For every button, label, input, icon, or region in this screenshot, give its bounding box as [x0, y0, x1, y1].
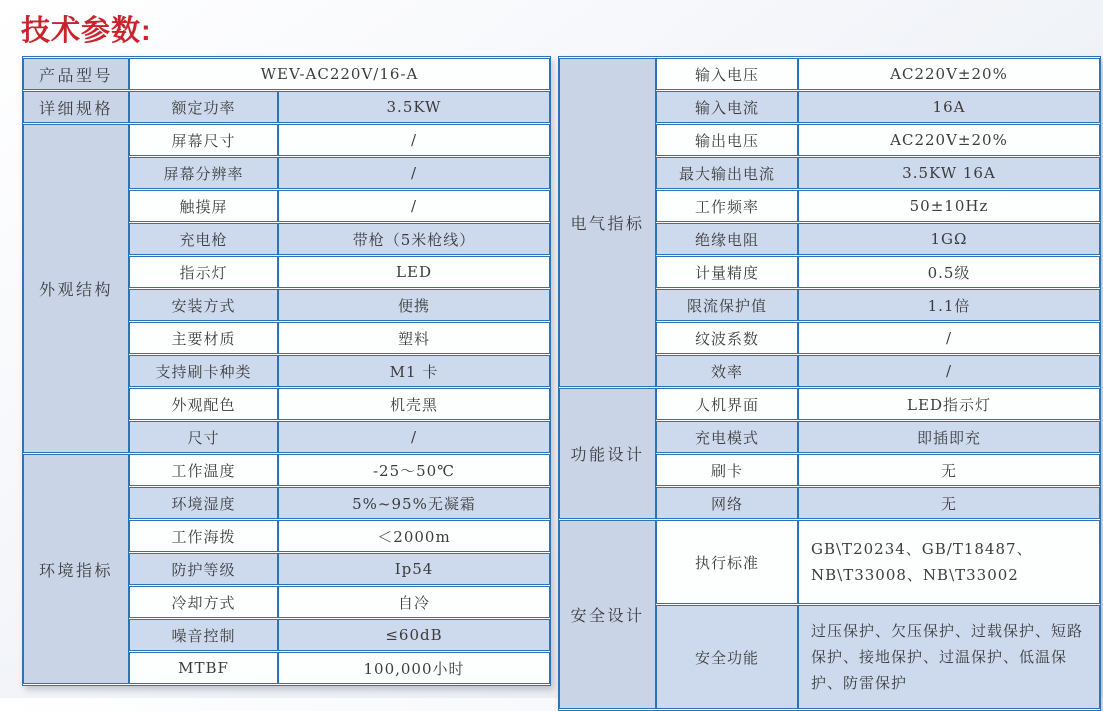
- spec-label-cell: 工作海拨: [129, 520, 278, 552]
- spec-table-right: [558, 56, 1101, 711]
- table-row: [559, 388, 1100, 420]
- spec-label-cell: 限流保护值: [656, 289, 798, 321]
- spec-value-cell: /: [798, 322, 1100, 354]
- spec-value-cell: /: [798, 355, 1100, 387]
- spec-label-cell: 屏幕分辨率: [129, 157, 278, 189]
- spec-label-cell: 输入电流: [656, 91, 798, 123]
- spec-label-cell: 输出电压: [656, 124, 798, 156]
- spec-label-cell: 工作温度: [129, 454, 278, 486]
- spec-value-cell: LED: [278, 256, 550, 288]
- spec-label-cell: 指示灯: [129, 256, 278, 288]
- spec-group-cell: 安全设计: [559, 520, 656, 709]
- spec-label-cell: 网络: [656, 487, 798, 519]
- table-row: [23, 91, 550, 123]
- spec-value-cell: ＜2000m: [278, 520, 550, 552]
- page-title: 技术参数:: [21, 15, 152, 47]
- spec-value-cell: 1.1倍: [798, 289, 1100, 321]
- table-row: [23, 124, 550, 156]
- spec-label-cell: 计量精度: [656, 256, 798, 288]
- spec-label-cell: 安装方式: [129, 289, 278, 321]
- table-row: [23, 454, 550, 486]
- spec-label-cell: 防护等级: [129, 553, 278, 585]
- spec-value-cell: ≤60dB: [278, 619, 550, 651]
- spec-table-left: [22, 56, 551, 686]
- spec-label-cell: 尺寸: [129, 421, 278, 453]
- spec-value-cell: AC220V±20%: [798, 58, 1100, 90]
- spec-group-cell: 功能设计: [559, 388, 656, 519]
- spec-group-cell: 产品型号: [23, 58, 129, 90]
- spec-label-cell: MTBF: [129, 652, 278, 684]
- spec-value-cell: /: [278, 124, 550, 156]
- spec-value-cell: GB\T20234、GB/T18487、 NB\T33008、NB\T33002: [798, 520, 1100, 604]
- spec-label-cell: 输入电压: [656, 58, 798, 90]
- spec-value-cell: 便携: [278, 289, 550, 321]
- spec-label-cell: 外观配色: [129, 388, 278, 420]
- spec-value-cell: 16A: [798, 91, 1100, 123]
- spec-label-cell: 额定功率: [129, 91, 278, 123]
- spec-value-cell: 3.5KW: [278, 91, 550, 123]
- spec-value-cell: 即插即充: [798, 421, 1100, 453]
- spec-label-cell: 安全功能: [656, 605, 798, 709]
- spec-value-cell: /: [278, 190, 550, 222]
- spec-label-cell: 充电模式: [656, 421, 798, 453]
- spec-label-cell: 效率: [656, 355, 798, 387]
- spec-label-cell: 触摸屏: [129, 190, 278, 222]
- spec-label-cell: 纹波系数: [656, 322, 798, 354]
- spec-value-cell: 自冷: [278, 586, 550, 618]
- spec-value-cell: 带枪（5米枪线）: [278, 223, 550, 255]
- spec-label-cell: 支持刷卡种类: [129, 355, 278, 387]
- spec-value-cell: /: [278, 157, 550, 189]
- spec-group-cell: 电气指标: [559, 58, 656, 387]
- spec-value-cell: 塑料: [278, 322, 550, 354]
- spec-label-cell: 充电枪: [129, 223, 278, 255]
- spec-value-cell: Ip54: [278, 553, 550, 585]
- spec-label-cell: 屏幕尺寸: [129, 124, 278, 156]
- spec-value-cell: 50±10Hz: [798, 190, 1100, 222]
- spec-value-cell: WEV-AC220V/16-A: [129, 58, 550, 90]
- spec-label-cell: 工作频率: [656, 190, 798, 222]
- spec-value-cell: 3.5KW 16A: [798, 157, 1100, 189]
- spec-group-cell: 详细规格: [23, 91, 129, 123]
- spec-label-cell: 主要材质: [129, 322, 278, 354]
- spec-value-cell: -25～50℃: [278, 454, 550, 486]
- table-row: [559, 58, 1100, 90]
- spec-value-cell: 0.5级: [798, 256, 1100, 288]
- spec-label-cell: 人机界面: [656, 388, 798, 420]
- spec-group-cell: 环境指标: [23, 454, 129, 684]
- spec-label-cell: 执行标准: [656, 520, 798, 604]
- spec-label-cell: 环境湿度: [129, 487, 278, 519]
- spec-value-cell: LED指示灯: [798, 388, 1100, 420]
- spec-value-cell: /: [278, 421, 550, 453]
- spec-label-cell: 冷却方式: [129, 586, 278, 618]
- spec-value-cell: 1GΩ: [798, 223, 1100, 255]
- spec-value-cell: 机壳黑: [278, 388, 550, 420]
- spec-label-cell: 噪音控制: [129, 619, 278, 651]
- spec-value-cell: 无: [798, 454, 1100, 486]
- spec-label-cell: 绝缘电阻: [656, 223, 798, 255]
- spec-group-cell: 外观结构: [23, 124, 129, 453]
- table-row: [559, 520, 1100, 604]
- spec-label-cell: 最大输出电流: [656, 157, 798, 189]
- spec-value-cell: M1 卡: [278, 355, 550, 387]
- spec-value-cell: 过压保护、欠压保护、过载保护、短路保护、接地保护、过温保护、低温保护、防雷保护: [798, 605, 1100, 709]
- table-row: [23, 58, 550, 90]
- spec-value-cell: AC220V±20%: [798, 124, 1100, 156]
- spec-label-cell: 刷卡: [656, 454, 798, 486]
- spec-value-cell: 5%~95%无凝霜: [278, 487, 550, 519]
- spec-value-cell: 100,000小时: [278, 652, 550, 684]
- spec-value-cell: 无: [798, 487, 1100, 519]
